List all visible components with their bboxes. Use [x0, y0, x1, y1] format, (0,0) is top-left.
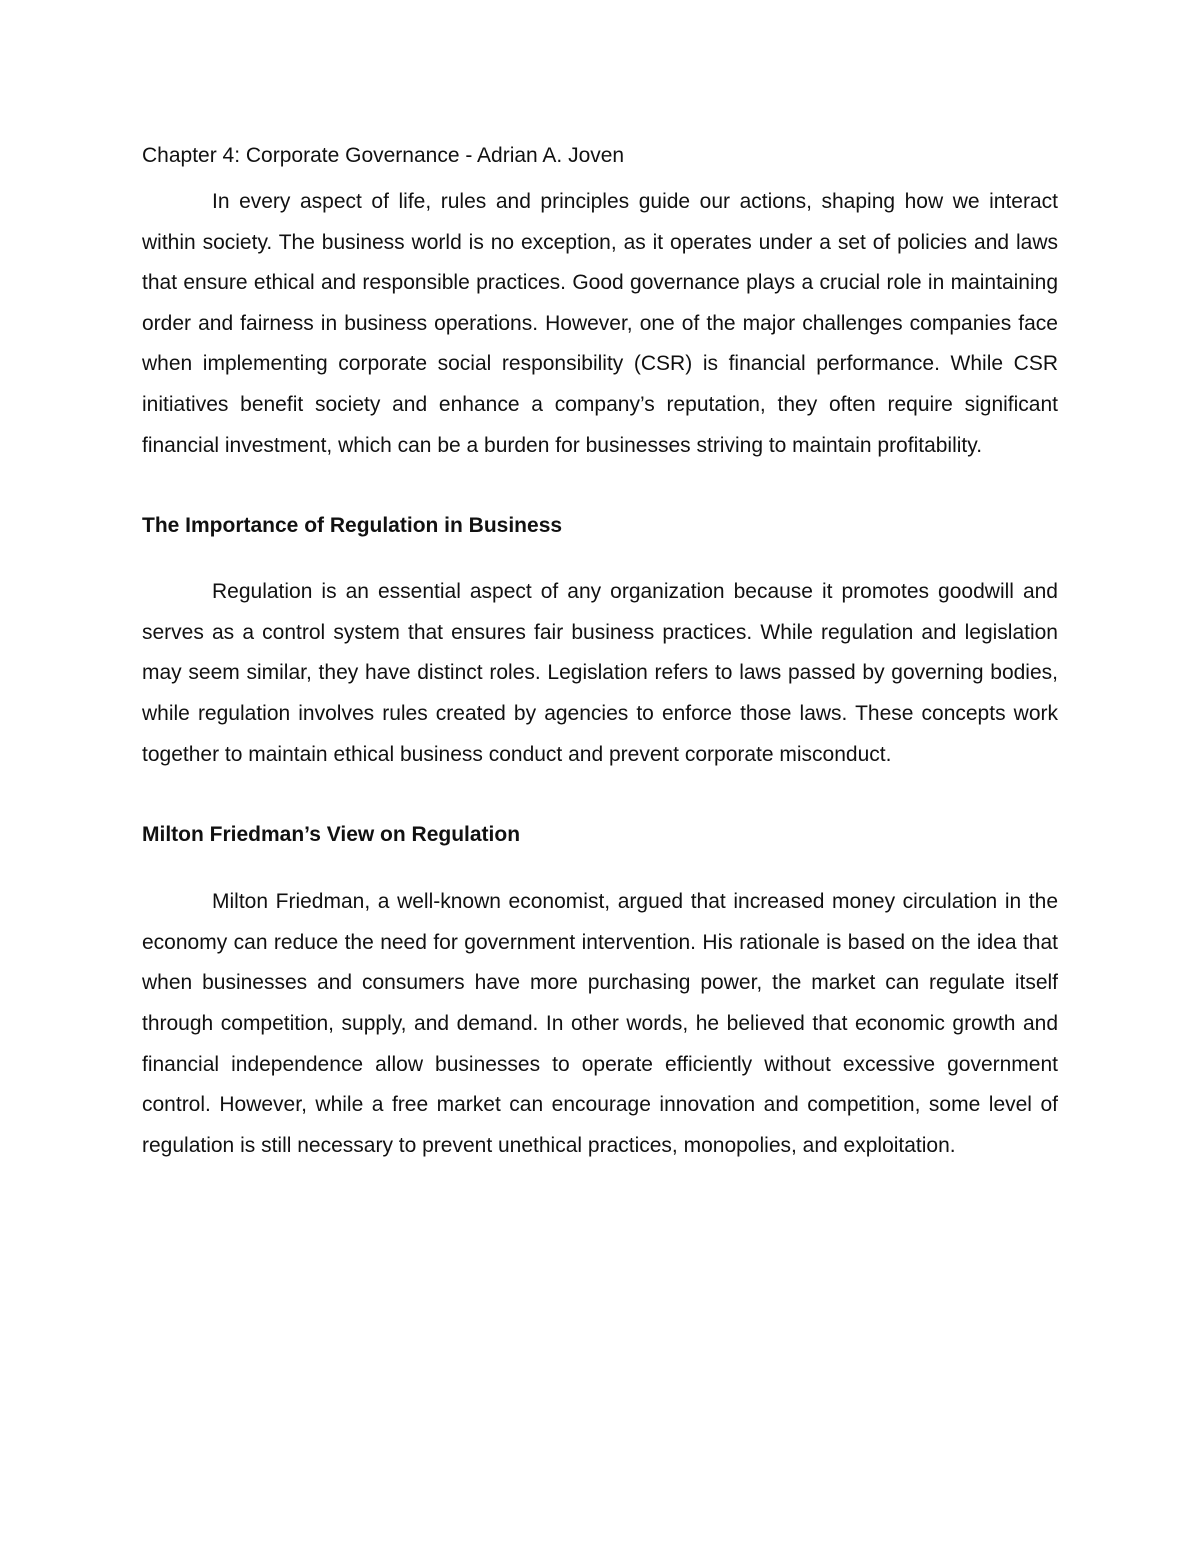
section-heading-friedman: Milton Friedman’s View on Regulation — [142, 823, 521, 847]
document-body — [142, 140, 1058, 1166]
document-title: Chapter 4: Corporate Governance - Adrian A. Joven — [142, 144, 625, 167]
section-paragraph-regulation: Regulation is an essential aspect of any organization because it promotes goodwill and serves as a control system that ensures fair business practices. While regulation and legislation may seem similar, they have distinct roles. Legislation refers to laws passed by governing bodies, while regulation involves rules created by agencies to enforce those laws. These concepts work together to maintain ethical business conduct and prevent corporate misconduct. — [142, 580, 1058, 766]
section-heading-regulation: The Importance of Regulation in Business — [142, 514, 563, 538]
section-paragraph-friedman: Milton Friedman, a well-known economist, argued that increased money circulation in the economy can reduce the need for government intervention. His rationale is based on the idea that when businesses and consumers have more purchasing power, the market can regulate itself through competition, supply, and demand. In other words, he believed that economic growth and financial independence allow businesses to operate efficiently without excessive government control. However, while a free market can encourage innovation and competition, some level of regulation is still necessary to prevent unethical practices, monopolies, and exploitation. — [142, 890, 1058, 1157]
intro-paragraph: In every aspect of life, rules and principles guide our actions, shaping how we interact within society. The business world is no exception, as it operates under a set of policies and laws that ensure ethical and responsible practices. Good governance plays a crucial role in maintaining order and fairness in business operations. However, one of the major challenges companies face when implementing corporate social responsibility (CSR) is financial performance. While CSR initiatives benefit society and enhance a company’s reputation, they often require significant financial investment, which can be a burden for businesses striving to maintain profitability. — [142, 190, 1058, 457]
